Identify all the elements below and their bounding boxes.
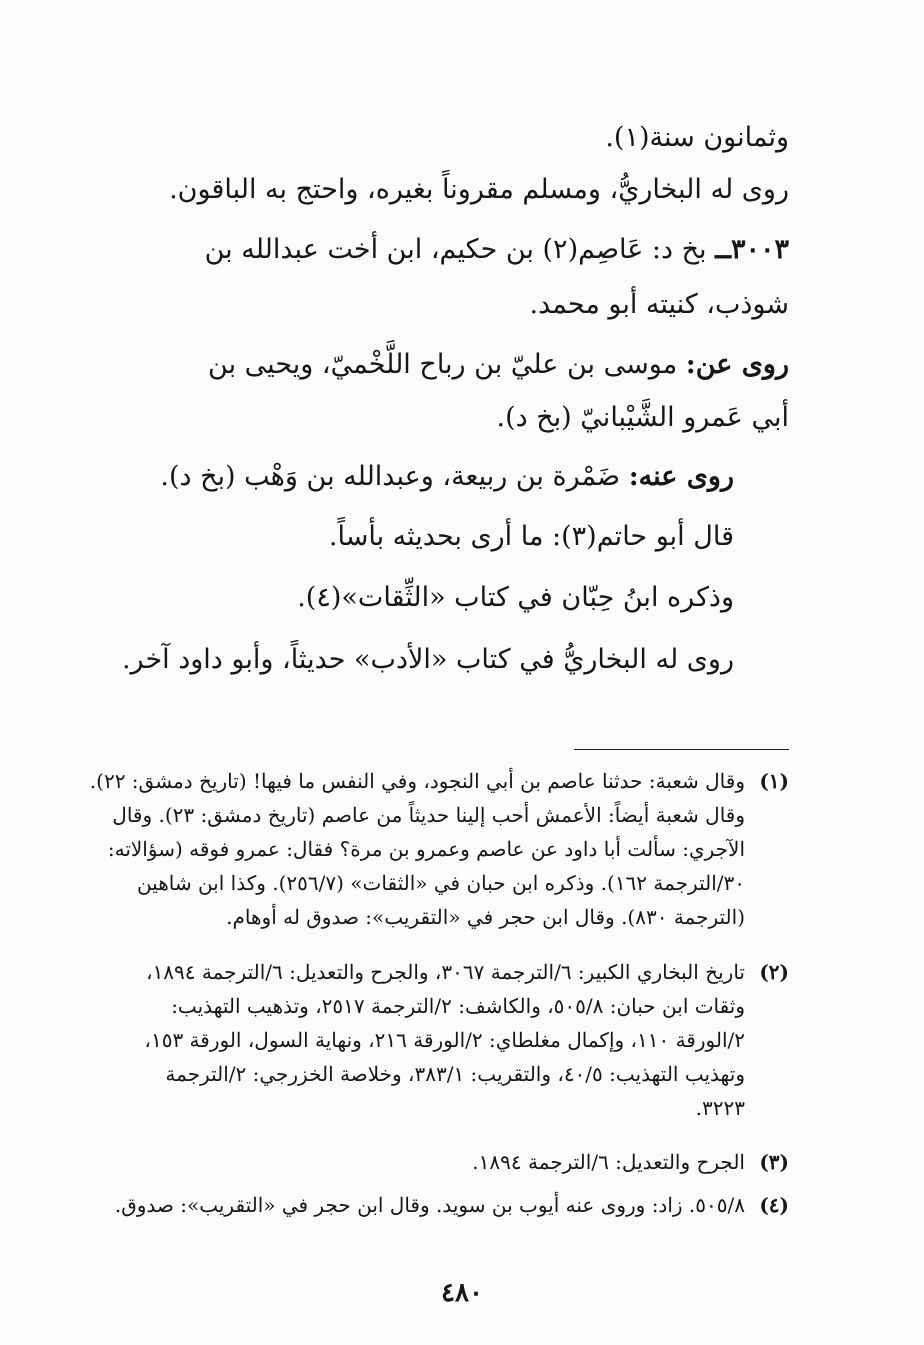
page-number: ٤٨٠ [441,1278,483,1308]
rawa-an-label: روى عن: [685,349,789,380]
rawa-anhu-line [160,457,734,497]
footnote-1 [89,764,789,939]
footnote-line: ٥٠٥/٨. زاد: وروى عنه أيوب بن سويد. وقال ابن حجر في «التقريب»: صدوق. [114,1193,745,1217]
rawa-an-text: موسى بن عليّ بن رباح اللَّخْميّ، ويحيى بن [208,349,678,380]
footnote-number: (٢) [759,960,789,984]
body-line-2: روى له البخاريُّ، ومسلم مقروناً بغيره، واحتج به الباقون. [169,174,789,205]
footnote-text [55,955,745,1125]
entry-line-2: شوذب، كنيته أبو محمد. [529,289,789,320]
footnote-3 [89,1145,789,1181]
footnote-line: ٣٠/الترجمة ١٦٢). وذكره ابن حبان في «الثقات» (٢٥٦/٧). وكذا ابن شاهين [136,871,745,895]
rawa-an-line-2: أبي عَمرو الشَّيْبانيّ (بخ د). [496,402,789,433]
footnote-number: (١) [759,769,789,793]
footnote-line: وتهذيب التهذيب: ٤٠/٥، والتقريب: ٣٨٣/١، وخلاصة الخزرجي: ٢/الترجمة [165,1062,745,1086]
entry-number: ٣٠٠٣ــ [715,234,789,265]
footnote-number: (٤) [759,1193,789,1217]
entry-text: بخ د: عَاصِم(٢) بن حكيم، ابن أخت عبدالله بن [204,234,707,265]
footnote-line: الجرح والتعديل: ٦/الترجمة ١٨٩٤. [472,1150,745,1174]
footnote-2 [89,955,789,1130]
footnote-4 [89,1188,789,1224]
footnote-line: وقال شعبة أيضاً: الأعمش أحب إلينا حديثاً من عاصم (تاريخ دمشق: ٢٣). وقال [112,803,745,827]
footnote-line: وقال شعبة: حدثنا عاصم بن أبي النجود، وفي النفس ما فيها! (تاريخ دمشق: ٢٢). [89,769,745,793]
footnote-line: ٣٢٢٣. [695,1096,745,1120]
footnote-line: الآجري: سألت أبا داود عن عاصم وعمرو بن مرة؟ فقال: عمرو فوقه (سؤالاته: [107,837,745,861]
body-line-1: وثمانون سنة(١). [605,122,789,153]
footnote-line: تاريخ البخاري الكبير: ٦/الترجمة ٣٠٦٧، والجرح والتعديل: ٦/الترجمة ١٨٩٤، [146,960,745,984]
footnote-line: ٢/الورقة ١١٠، وإكمال مغلطاي: ٢/الورقة ٢١٦، ونهاية السول، الورقة ١٥٣، [144,1028,745,1052]
footnote-number: (٣) [759,1150,789,1174]
rawa-anhu-label: روى عنه: [628,461,734,492]
footnote-line: (الترجمة ٨٣٠). وقال ابن حجر في «التقريب»: صدوق له أوهام. [226,905,745,929]
footnote-line: وثقات ابن حبان: ٥٠٥/٨، والكاشف: ٢/الترجمة ٢٥١٧، وتذهيب التهذيب: [171,994,745,1018]
rawa-anhu-text: ضَمْرة بن ربيعة، وعبدالله بن وَهْب (بخ د). [160,461,621,492]
footnote-text [55,764,745,934]
last-body-line: روى له البخاريُّ في كتاب «الأدب» حديثاً، وأبو داود آخر. [121,644,734,675]
footnote-divider [574,749,789,750]
footnote-text [55,1145,745,1179]
ibn-hibban-line: وذكره ابنُ حِبّان في كتاب «الثِّقات»(٤). [297,582,734,613]
abu-hatim-line: قال أبو حاتم(٣): ما أرى بحديثه بأساً. [328,521,734,552]
rawa-an-line-1 [208,345,789,385]
footnote-text [55,1188,745,1222]
entry-heading [99,230,789,270]
